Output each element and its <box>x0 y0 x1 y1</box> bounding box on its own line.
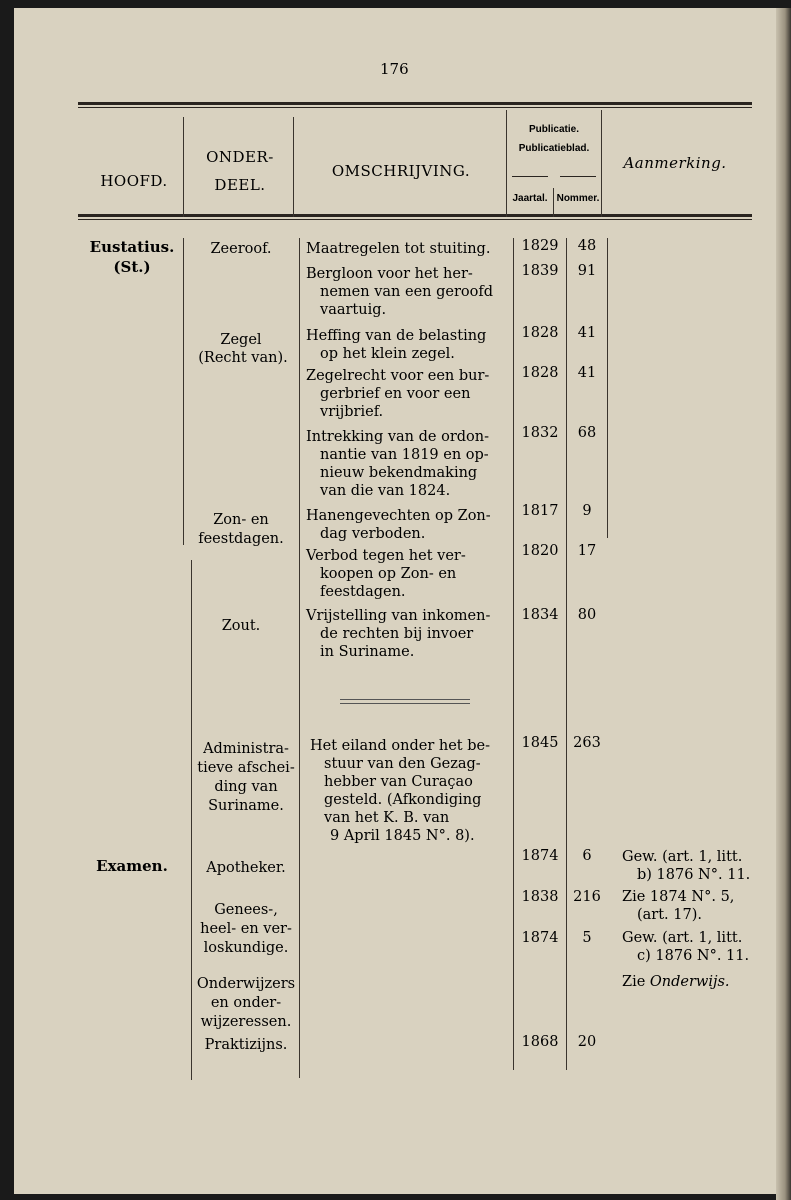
onderdeel-zout: Zout. <box>221 618 261 634</box>
aanmerking-zie: Zie <box>622 974 646 990</box>
page-number: 176 <box>380 60 409 78</box>
onderdeel-genees-1: Genees-, <box>214 902 278 918</box>
nommer-value: 48 <box>577 238 597 254</box>
jaartal-value: 1874 <box>521 848 559 864</box>
header-publicatieblad: Publicatieblad. <box>518 143 590 154</box>
onderdeel-admin-3: ding van <box>214 779 278 795</box>
onderdeel-apotheker: Apotheker. <box>206 860 286 876</box>
header-nommer: Nommer. <box>556 193 600 204</box>
onderdeel-onderwijzers-1: Onderwijzers <box>196 976 296 992</box>
onderdeel-onderwijzers-3: wijzeressen. <box>200 1014 292 1030</box>
nommer-value: 17 <box>577 543 597 559</box>
omschrijving-line: feestdagen. <box>320 584 406 600</box>
header-bottom-rule <box>78 214 752 217</box>
omschrijving-line: nemen van een geroofd <box>320 284 493 300</box>
onderdeel-zon-1: Zon- en <box>213 512 269 528</box>
nommer-value: 80 <box>577 607 597 623</box>
header-top-rule <box>78 102 752 105</box>
column-line <box>183 238 184 545</box>
jaartal-value: 1845 <box>521 735 559 751</box>
omschrijving-line: van die van 1824. <box>320 483 451 499</box>
header-onderdeel-2: DEEL. <box>214 176 266 194</box>
header-aanmerking: Aanmerking. <box>623 154 727 172</box>
jaartal-value: 1828 <box>521 365 559 381</box>
omschrijving-line: Hanengevechten op Zon- <box>306 508 491 524</box>
nommer-value: 216 <box>573 889 601 905</box>
aanmerking-line: c) 1876 N°. 11. <box>637 948 750 964</box>
aanmerking-line: Gew. (art. 1, litt. <box>622 849 743 865</box>
omschrijving-line: gerbrief en voor een <box>320 386 471 402</box>
omschrijving-line: hebber van Curaçao <box>324 774 473 790</box>
aanmerking-line: b) 1876 N°. 11. <box>637 867 751 883</box>
omschrijving-line: koopen op Zon- en <box>320 566 457 582</box>
header-publicatie: Publicatie. <box>528 124 579 135</box>
hoofd-eustatius-st: (St.) <box>113 258 151 276</box>
aanmerking-line: Zie 1874 N°. 5, <box>622 889 735 905</box>
omschrijving-line: dag verboden. <box>320 526 426 542</box>
header-onderdeel-1: ONDER- <box>206 148 274 166</box>
header-jaartal: Jaartal. <box>512 193 548 204</box>
hoofd-examen: Examen. <box>96 857 168 875</box>
nommer-value: 68 <box>577 425 597 441</box>
column-line <box>299 238 300 1078</box>
aanmerking-line: Gew. (art. 1, litt. <box>622 930 743 946</box>
section-separator <box>340 699 470 700</box>
publicatie-subrule <box>512 176 548 177</box>
nommer-value: 6 <box>582 848 592 864</box>
header-bottom-rule-thin <box>78 219 752 220</box>
omschrijving-line: Bergloon voor het her- <box>306 266 473 282</box>
jaartal-value: 1839 <box>521 263 559 279</box>
onderdeel-genees-2: heel- en ver- <box>200 921 292 937</box>
omschrijving-line: vrijbrief. <box>320 404 384 420</box>
header-hoofd: HOOFD. <box>100 172 168 190</box>
omschrijving-line: Verbod tegen het ver- <box>306 548 466 564</box>
nommer-value: 9 <box>582 503 592 519</box>
jaartal-value: 1868 <box>521 1034 559 1050</box>
nommer-value: 41 <box>577 365 597 381</box>
omschrijving-line: Heffing van de belasting <box>306 328 487 344</box>
aanmerking-line <box>622 973 767 992</box>
column-line <box>191 560 192 1080</box>
book-spine-edge <box>776 8 791 1200</box>
onderdeel-zegel-2: (Recht van). <box>198 350 288 366</box>
header-omschrijving: OMSCHRIJVING. <box>331 162 471 180</box>
omschrijving-line: nantie van 1819 en op- <box>320 447 489 463</box>
jaartal-value: 1820 <box>521 543 559 559</box>
omschrijving-line: Intrekking van de ordon- <box>306 429 490 445</box>
nommer-value: 91 <box>577 263 597 279</box>
aanmerking-ref: Onderwijs. <box>649 974 730 990</box>
onderdeel-genees-3: loskundige. <box>203 940 289 956</box>
omschrijving-line: 9 April 1845 N°. 8). <box>330 828 475 844</box>
jaartal-value: 1838 <box>521 889 559 905</box>
aanmerking-line: (art. 17). <box>637 907 702 923</box>
header-top-rule-thin <box>78 107 752 108</box>
onderdeel-zegel-1: Zegel <box>220 332 262 348</box>
jaartal-value: 1829 <box>521 238 559 254</box>
nommer-value: 20 <box>577 1034 597 1050</box>
hoofd-eustatius: Eustatius. <box>89 238 175 256</box>
header-divider <box>293 117 294 217</box>
jaartal-value: 1817 <box>521 503 559 519</box>
omschrijving-line: Vrijstelling van inkomen- <box>306 608 491 624</box>
onderdeel-admin-4: Suriname. <box>208 798 284 814</box>
jaartal-value: 1832 <box>521 425 559 441</box>
nommer-value: 5 <box>582 930 592 946</box>
omschrijving-line: in Suriname. <box>320 644 415 660</box>
section-separator <box>340 703 470 704</box>
omschrijving-line: stuur van den Gezag- <box>324 756 481 772</box>
onderdeel-zon-2: feestdagen. <box>198 531 284 547</box>
jaartal-value: 1834 <box>521 607 559 623</box>
omschrijving-line: Zegelrecht voor een bur- <box>306 368 490 384</box>
header-divider <box>183 117 184 217</box>
jaartal-value: 1828 <box>521 325 559 341</box>
onderdeel-admin-2: tieve afschei- <box>197 760 295 776</box>
onderdeel-admin-1: Administra- <box>203 741 289 757</box>
onderdeel-zeeroof: Zeeroof. <box>210 241 272 257</box>
omschrijving-line: nieuw bekendmaking <box>320 465 478 481</box>
column-line <box>607 238 608 538</box>
publicatie-subrule <box>560 176 596 177</box>
onderdeel-onderwijzers-2: en onder- <box>210 995 282 1011</box>
nommer-value: 263 <box>573 735 601 751</box>
jaartal-value: 1874 <box>521 930 559 946</box>
omschrijving-line: op het klein zegel. <box>320 346 455 362</box>
nommer-value: 41 <box>577 325 597 341</box>
omschrijving-line: van het K. B. van <box>324 810 450 826</box>
omschrijving-line: Maatregelen tot stuiting. <box>306 241 491 257</box>
omschrijving-line: Het eiland onder het be- <box>310 738 490 754</box>
omschrijving-line: vaartuig. <box>320 302 387 318</box>
omschrijving-line: de rechten bij invoer <box>320 626 474 642</box>
omschrijving-line: gesteld. (Afkondiging <box>324 792 482 808</box>
onderdeel-praktizijns: Praktizijns. <box>204 1037 288 1053</box>
